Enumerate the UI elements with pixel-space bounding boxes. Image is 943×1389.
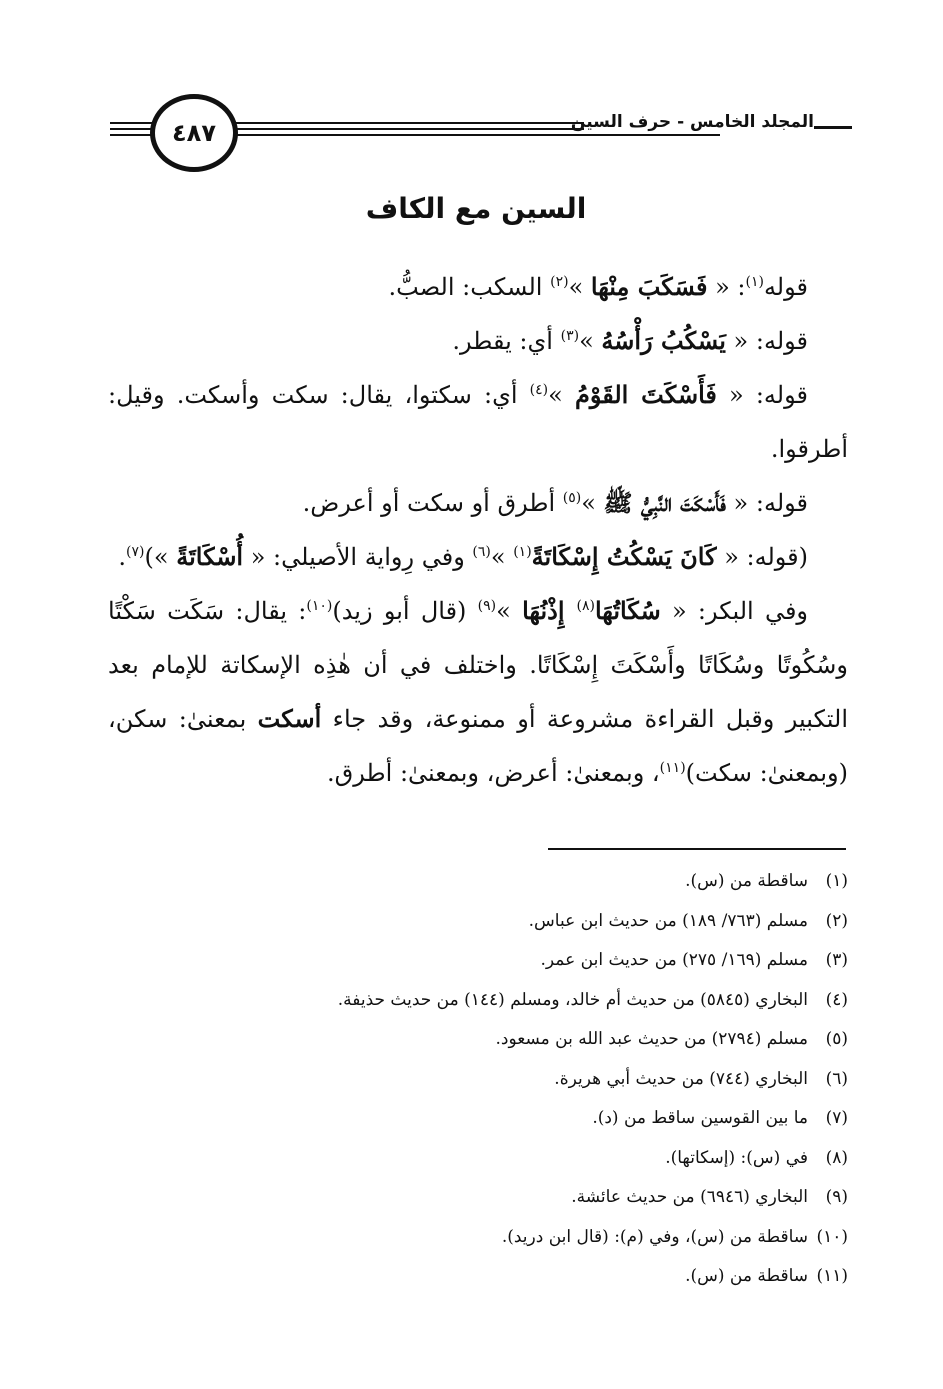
bold-term: أسكت: [257, 704, 322, 733]
quoted-term: أُسْكَاتَةً: [176, 542, 244, 571]
footnote: (٢)مسلم (٧٦٣/ ١٨٩) من حديث ابن عباس.: [528, 910, 848, 931]
quoted-term: سُكَاتُهَا: [594, 596, 661, 625]
paragraph: (قوله: « كَانَ يَسْكُتُ إِسْكَاتَةً$^{(١)}$ »$^{(٦)}$ وفي رِواية الأصيلي: « أُسْكَاتَةً »)$^{(٧)}$.: [118, 542, 808, 571]
paragraph: قوله: « يَسْكُبُ رَأْسُهُ »$^{(٣)}$ أي: يقطر.: [452, 326, 808, 355]
paragraph: قوله: « فَأَسْكَتَ القَوْمُ »$^{(٤)}$ أي: سكتوا، يقال: سكت وأسكت. وقيل: أطرقوا.: [108, 380, 848, 463]
page-number: [150, 94, 238, 172]
footnote-separator: [548, 848, 846, 850]
main-text: [108, 260, 848, 800]
header-rule: [812, 126, 852, 129]
quoted-term: فَأَسْكَتَ القَوْمُ: [574, 380, 717, 409]
header-rule: [232, 134, 720, 136]
page-header: [100, 92, 852, 180]
paragraph: قوله$^{(١)}$: « فَسَكَبَ مِنْهَا »$^{(٢)}$ السكب: الصبُّ.: [388, 272, 808, 301]
footnote: (٤)البخاري (٥٨٤٥) من حديث أم خالد، ومسلم (١٤٤) من حديث حذيفة.: [337, 989, 848, 1010]
footnote: (١)ساقطة من (س).: [685, 871, 848, 891]
running-title: المجلد الخامس - حرف السين: [570, 112, 814, 132]
paragraph: قوله: « فَأَسْكَتَ النَّبِيُّ ﷺ »$^{(٥)}$ أطرق أو سكت أو أعرض.: [302, 488, 808, 517]
chapter-title: السين مع الكاف: [365, 192, 587, 225]
footnote: (٨)في (س): (إسكاتها).: [665, 1147, 848, 1168]
footnote: (١٠)ساقطة من (س)، وفي (م): (قال ابن دريد).: [501, 1226, 848, 1247]
footnote: (٦)البخاري (٧٤٤) من حديث أبي هريرة.: [554, 1068, 848, 1089]
footnote: (٩)البخاري (٦٩٤٦) من حديث عائشة.: [571, 1187, 848, 1207]
footnotes: [108, 862, 848, 1297]
quoted-term: إِذْنُهَا: [522, 596, 577, 625]
footnote: (٧)ما بين القوسين ساقط من (د).: [592, 1108, 848, 1128]
footnote: (١١)ساقطة من (س).: [685, 1266, 848, 1286]
paragraph: وفي البكر: « سُكَاتُهَا$^{(٨)}$ إِذْنُهَا »$^{(٩)}$ (قال أبو زيد)$^{(١٠)}$: يقال: سَكَت سَكْتًا وسُكُوتًا وسُكَاتًا وأَسْكَتَ إِسْكَاتًا. واختلف في أن هٰذِه الإسكاتة للإمام بعد التكبير وقبل القراءة مشروعة أو ممنوعة، وقد جاء أسكت بمعنىٰ: سكن، (وبمعنىٰ: سكت)$^{(١١)}$، وبمعنىٰ: أعرض، وبمعنىٰ: أطرق.: [108, 596, 848, 787]
quoted-term: فَسَكَبَ مِنْهَا: [590, 272, 708, 301]
page-number-text: ٤٨٧: [172, 119, 216, 147]
quoted-term: فَأَسْكَتَ النَّبِيُّ ﷺ: [603, 488, 726, 517]
quoted-term: كَانَ يَسْكُتُ إِسْكَاتَةً: [531, 542, 717, 571]
footnote: (٥)مسلم (٢٧٩٤) من حديث عبد الله بن مسعود.: [495, 1029, 848, 1049]
quoted-term: يَسْكُبُ رَأْسُهُ: [601, 326, 726, 355]
footnote: (٣)مسلم (١٦٩/ ٢٧٥) من حديث ابن عمر.: [540, 950, 848, 970]
